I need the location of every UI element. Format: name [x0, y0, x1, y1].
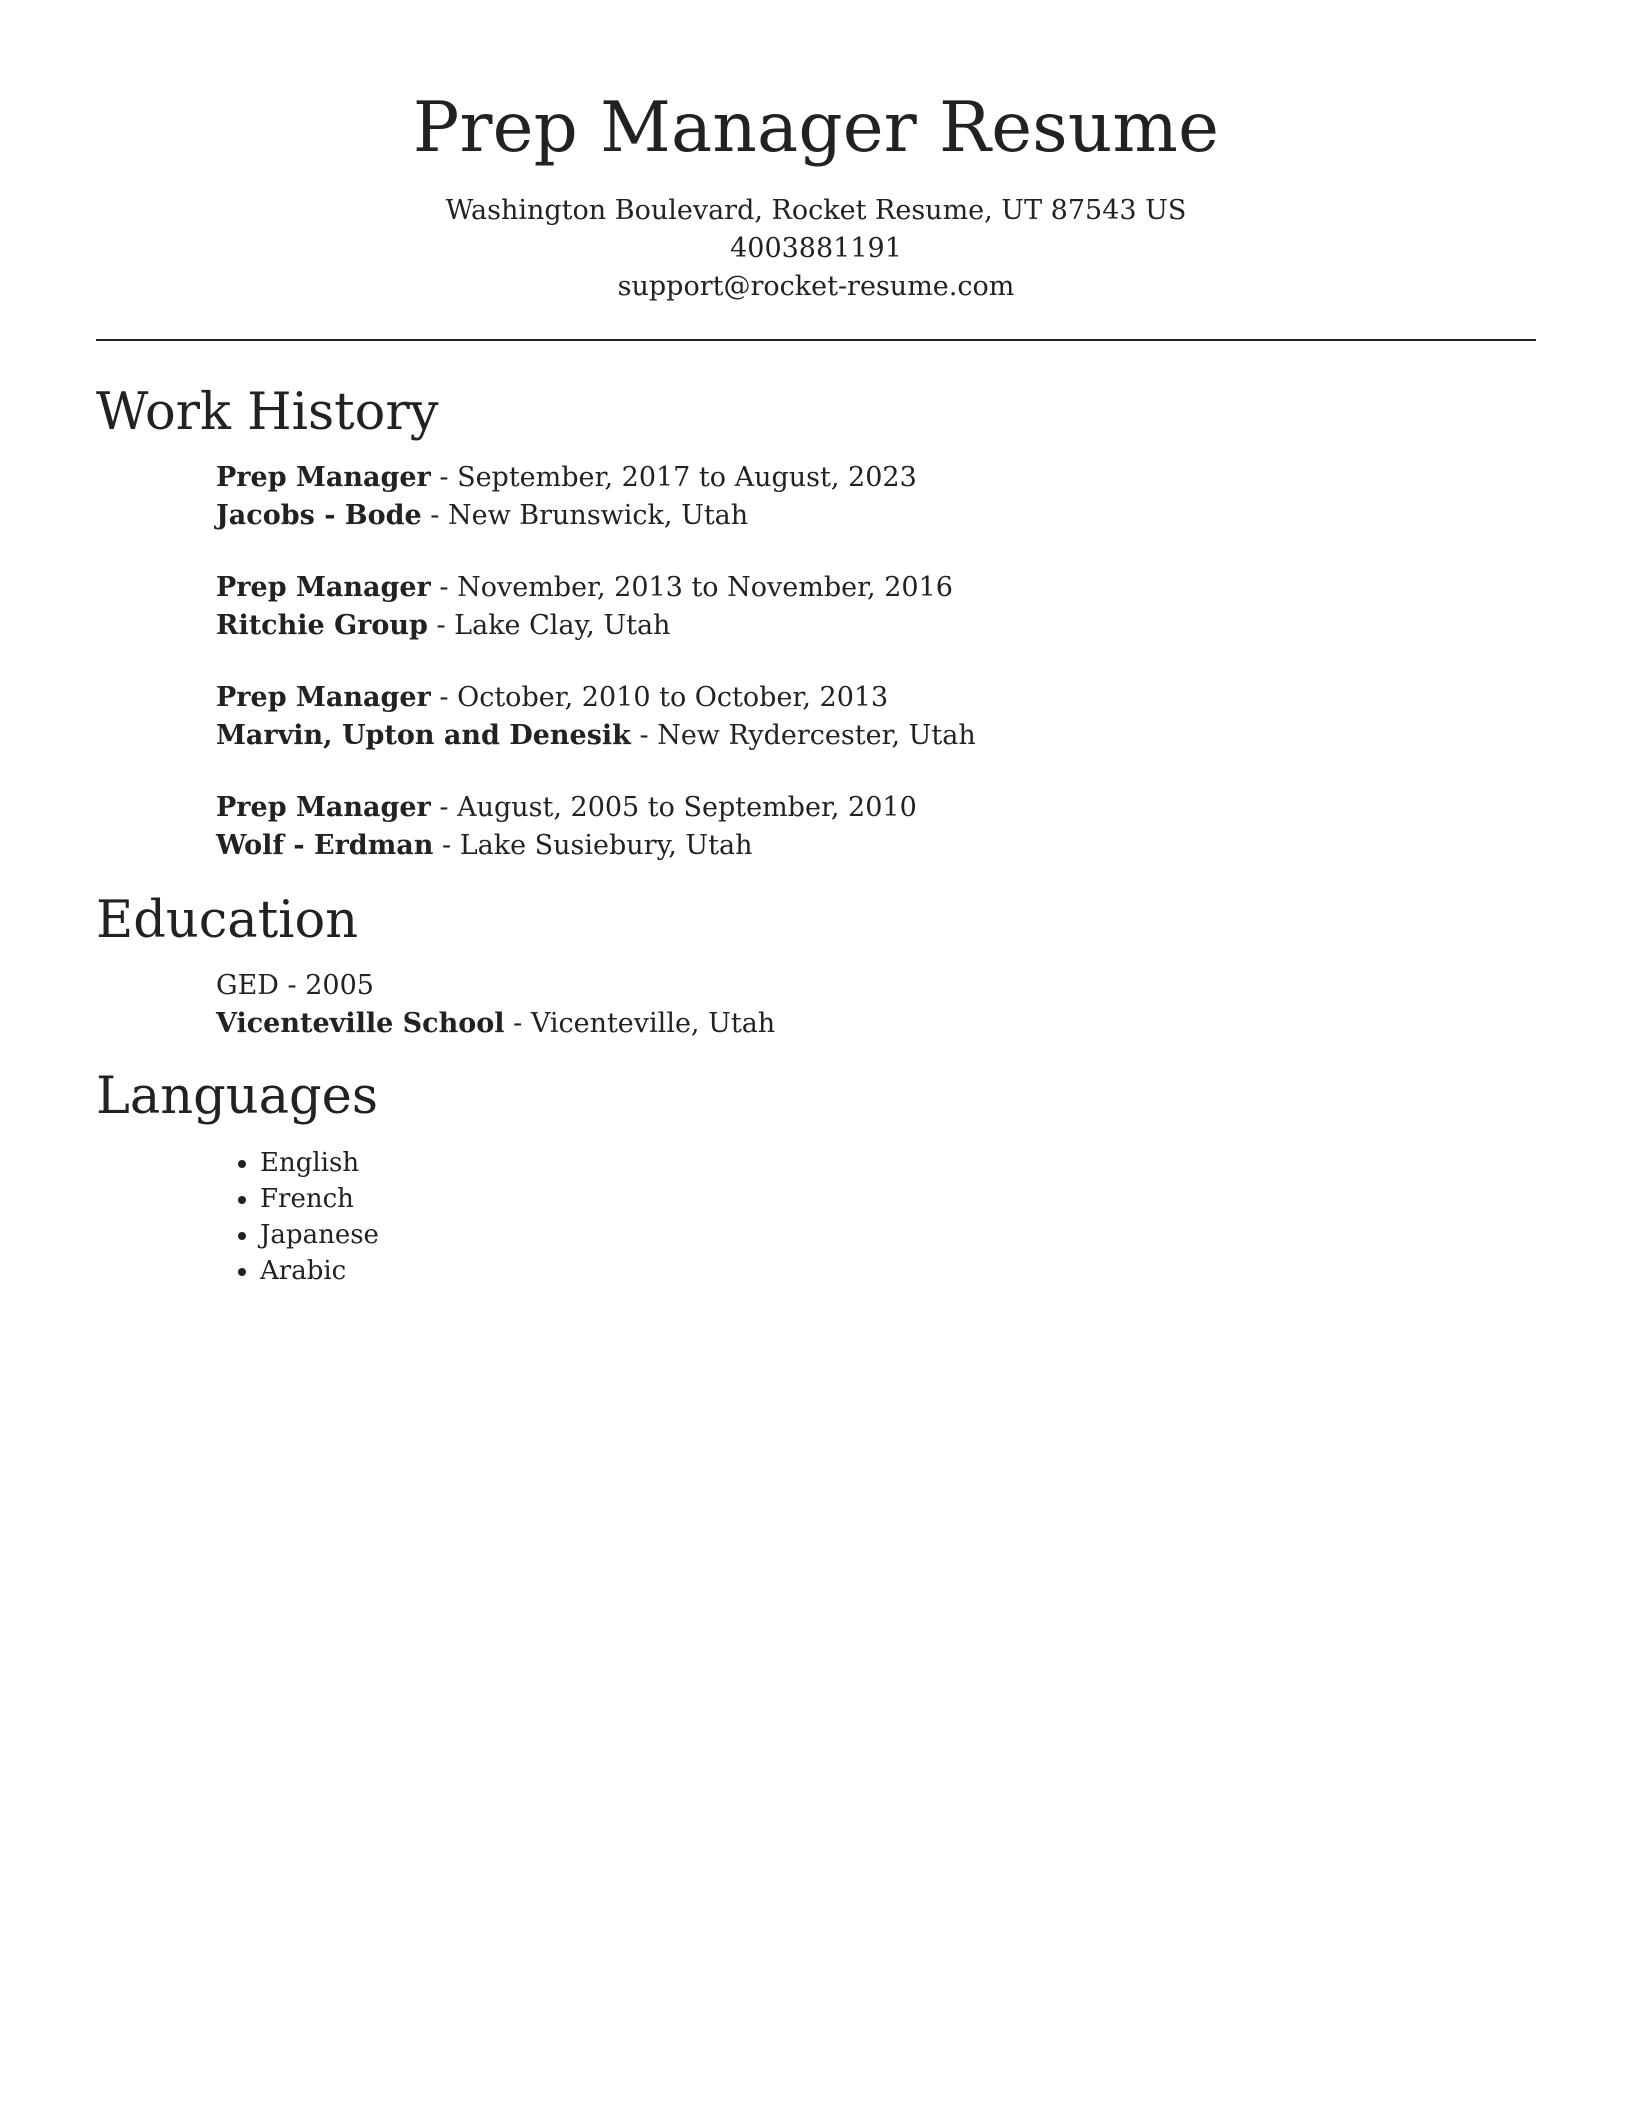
- header-divider: [96, 339, 1536, 341]
- work-company: Ritchie Group: [216, 610, 428, 641]
- separator: -: [433, 830, 460, 861]
- work-entry-title-line: [216, 459, 1536, 497]
- work-location: New Brunswick, Utah: [448, 500, 749, 531]
- work-dates: October, 2010 to October, 2013: [457, 682, 889, 713]
- language-item: • French: [260, 1181, 1536, 1217]
- language-item: • English: [260, 1145, 1536, 1181]
- resume-header: [96, 0, 1536, 306]
- work-role: Prep Manager: [216, 792, 431, 823]
- separator: -: [430, 462, 458, 493]
- page-title: Prep Manager Resume: [412, 88, 1220, 168]
- separator: -: [630, 720, 658, 751]
- work-history-list: [96, 459, 1536, 865]
- education-location: Vicenteville, Utah: [530, 1008, 776, 1039]
- education-list: [96, 967, 1536, 1043]
- work-entry: [216, 569, 1536, 645]
- separator: -: [430, 572, 458, 603]
- education-school: Vicenteville School: [216, 1008, 505, 1039]
- separator: -: [430, 682, 458, 713]
- work-history-section: [96, 381, 1536, 865]
- work-entry-company-line: [216, 497, 1536, 535]
- work-role: Prep Manager: [216, 572, 431, 603]
- work-dates: November, 2013 to November, 2016: [457, 572, 953, 603]
- education-entry: [216, 967, 1536, 1043]
- languages-list: [96, 1145, 1536, 1289]
- work-entry-title-line: [216, 789, 1536, 827]
- language-item: • Japanese: [260, 1217, 1536, 1253]
- work-location: Lake Susiebury, Utah: [459, 830, 753, 861]
- work-location: New Rydercester, Utah: [657, 720, 976, 751]
- work-entry-title-line: [216, 569, 1536, 607]
- languages-section: [96, 1065, 1536, 1289]
- work-company: Jacobs - Bode: [216, 500, 422, 531]
- work-entry: [216, 789, 1536, 865]
- separator: -: [278, 970, 306, 1001]
- work-entry-title-line: [216, 679, 1536, 717]
- work-location: Lake Clay, Utah: [454, 610, 671, 641]
- separator: -: [427, 610, 455, 641]
- work-entry-company-line: [216, 827, 1536, 865]
- work-entry-company-line: [216, 607, 1536, 645]
- education-heading: Education: [96, 891, 359, 950]
- work-dates: September, 2017 to August, 2023: [457, 462, 917, 493]
- work-entry: [216, 679, 1536, 755]
- language-item: • Arabic: [260, 1253, 1536, 1289]
- work-role: Prep Manager: [216, 462, 431, 493]
- work-role: Prep Manager: [216, 682, 431, 713]
- work-dates: August, 2005 to September, 2010: [457, 792, 917, 823]
- contact-phone: 4003881191: [730, 233, 902, 264]
- work-history-heading: Work History: [96, 383, 439, 442]
- contact-email: support@rocket-resume.com: [617, 271, 1015, 302]
- separator: -: [504, 1008, 531, 1039]
- work-company: Wolf - Erdman: [216, 830, 434, 861]
- separator: -: [430, 792, 458, 823]
- education-school-line: [216, 1005, 1536, 1043]
- education-section: [96, 889, 1536, 1043]
- work-entry: [216, 459, 1536, 535]
- separator: -: [421, 500, 448, 531]
- work-company: Marvin, Upton and Denesik: [216, 720, 631, 751]
- languages-heading: Languages: [96, 1067, 379, 1126]
- education-degree: GED: [216, 970, 279, 1001]
- education-degree-line: [216, 967, 1536, 1005]
- contact-address: Washington Boulevard, Rocket Resume, UT 87543 US: [445, 195, 1187, 226]
- work-entry-company-line: [216, 717, 1536, 755]
- education-year: 2005: [305, 970, 374, 1001]
